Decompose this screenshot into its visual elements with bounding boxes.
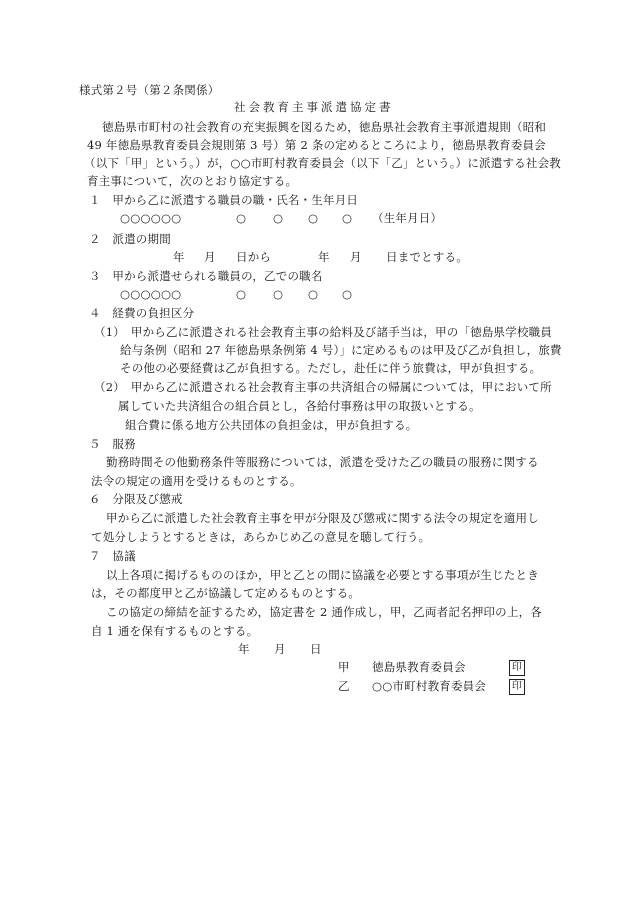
section-4-item-1-line: その他の必要経費は乙が負担する。ただし，赴任に伴う旅費は，甲が負担する。 xyxy=(120,361,542,375)
date-month: 月 xyxy=(274,642,286,656)
section-6-line: 甲から乙に派遣した社会教育主事を甲が分限及び懲戒に関する法令の規定を適用し xyxy=(106,511,539,525)
period-day-until: 日までとする。 xyxy=(386,250,468,264)
staff-placeholder-mark: ○ xyxy=(236,211,247,225)
post-placeholder-mark: ○ xyxy=(308,287,319,301)
section-6-heading: ６ 分限及び懲戒 xyxy=(89,492,183,506)
section-5-line: 勤務時間その他勤務条件等服務については，派遣を受けた乙の職員の服務に関する xyxy=(106,455,539,469)
period-month: 月 xyxy=(204,250,216,264)
section-5-line: 法令の規定の適用を受けるものとする。 xyxy=(91,474,302,488)
preamble-line: 徳島県市町村の社会教育の充実振興を図るため，徳島県社会教育主事派遣規則（昭和 xyxy=(102,120,547,134)
preamble-line: 育主事について，次のとおり協定する。 xyxy=(87,174,298,188)
section-4-item-1-line: 給与条例（昭和 27 年徳島県条例第 4 号）」に定めるものは甲及び乙が負担し，旅費 xyxy=(120,343,562,357)
form-label: 様式第２号（第２条関係） xyxy=(79,83,220,97)
signatory-a-party: 甲 xyxy=(338,660,350,674)
staff-placeholder-mark: ○ xyxy=(308,211,319,225)
staff-name-placeholder: ○○○○○○ xyxy=(120,211,182,225)
section-7-line: 以上各項に掲げるもののほか，甲と乙との間に協議を必要とする事項が生じたとき xyxy=(106,568,539,582)
signatory-b-party: 乙 xyxy=(338,679,350,693)
signatory-a-name: 徳島県教育委員会 xyxy=(372,660,466,674)
section-4-item-2-line: 属していた共済組合の組合員とし，各給付事務は甲の取扱いとする。 xyxy=(118,399,481,413)
section-2-heading: ２ 派遣の期間 xyxy=(89,232,171,246)
signatory-b-name: ○○市町村教育委員会 xyxy=(372,679,487,693)
closing-line: この協定の締結を証するため，協定書を 2 通作成し，甲，乙両者記名押印の上，各 xyxy=(106,605,542,619)
period-day-from: 日から xyxy=(236,250,272,264)
post-placeholder-mark: ○ xyxy=(273,287,284,301)
post-placeholder-mark: ○ xyxy=(342,287,353,301)
section-4-item-2-line: （2） 甲から乙に派遣される社会教育主事の共済組合の帰属については，甲において所 xyxy=(94,380,552,394)
period-month-end: 月 xyxy=(350,250,362,264)
section-6-line: て処分しようとするときは，あらかじめ乙の意見を聴して行う。 xyxy=(91,530,431,544)
seal-a-mark: 印 xyxy=(509,660,525,676)
section-4-heading: ４ 経費の負担区分 xyxy=(89,306,195,320)
date-day: 日 xyxy=(310,642,322,656)
closing-line: 自 1 通を保有するものとする。 xyxy=(91,624,259,638)
seal-b-icon xyxy=(509,679,525,695)
section-4-item-1-line: （1） 甲から乙に派遣される社会教育主事の給料及び諸手当は，甲の「徳島県学校職員 xyxy=(94,325,553,339)
period-year: 年 xyxy=(173,250,185,264)
preamble-line: 49 年徳島県教育委員会規則第 3 号）第 2 条の定めるところにより，徳島県教育委員会 xyxy=(87,138,546,152)
period-year-end: 年 xyxy=(318,250,330,264)
staff-placeholder-mark: ○ xyxy=(342,211,353,225)
section-7-heading: ７ 協議 xyxy=(89,549,136,563)
section-5-heading: ５ 服務 xyxy=(89,437,136,451)
birthdate-label: （生年月日） xyxy=(372,211,443,225)
preamble-line: （以下「甲」という。）が，○○市町村教育委員会（以下「乙」という。）に派遣する社会教 xyxy=(84,156,561,170)
document-title: 社会教育主事派遣協定書 xyxy=(234,100,394,114)
date-year: 年 xyxy=(238,642,250,656)
seal-b-mark: 印 xyxy=(509,679,525,695)
section-7-line: は，その都度甲と乙が協議して定めるものとする。 xyxy=(91,586,361,600)
seal-a-icon xyxy=(509,660,525,676)
post-placeholder-mark: ○ xyxy=(236,287,247,301)
section-3-heading: ３ 甲から派遣せられる職員の，乙での職名 xyxy=(89,269,323,283)
staff-placeholder-mark: ○ xyxy=(273,211,284,225)
section-4-item-2-line: 組合費に係る地方公共団体の負担金は，甲が負担する。 xyxy=(125,418,418,432)
post-title-placeholder: ○○○○○○ xyxy=(120,287,182,301)
section-1-heading: １ 甲から乙に派遣する職員の職・氏名・生年月日 xyxy=(89,193,359,207)
